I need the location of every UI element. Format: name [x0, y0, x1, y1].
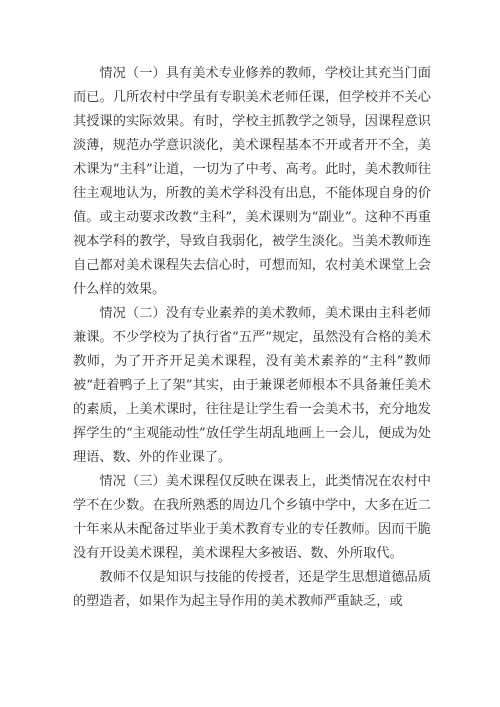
paragraph-conclusion: 教师不仅是知识与技能的传授者，还是学生思想道德品质的塑造者，如果作为起主导作用的美术教师严重缺乏，或: [73, 570, 431, 609]
document-body: [73, 62, 431, 614]
paragraph-situation-3: 情况（三）美术课程仅反映在课表上，此类情况在农村中学不在少数。在我所熟悉的周边几个乡镇中学中，大多在近二十年来从未配备过毕业于美术教育专业的专任教师。因而干脆没有开设美术课程，美术课程大多被语、数、外所取代。: [73, 474, 431, 561]
paragraph-situation-1: 情况（一）具有美术专业修养的教师，学校让其充当门面而已。几所农村中学虽有专职美术老师任课，但学校并不关心其授课的实际效果。有时，学校主抓教学之领导，因课程意识淡薄，规范办学意识淡化，美术课程基本不开或者开不全，美术课为“主科”让道，一切为了中考、高考。此时，美术教师往往主观地认为，所教的美术学科没有出息，不能体现自身的价值。或主动要求改教“主科”，美术课则为“副业”。这种不再重视本学科的教学，导致自我弱化，被学生淡化。当美术教师连自己都对美术课程失去信心时，可想而知，农村美术课堂上会什么样的效果。: [73, 66, 431, 297]
paragraph-situation-2: 情况（二）没有专业素养的美术教师，美术课由主科老师兼课。不少学校为了执行省“五严”规定，虽然没有合格的美术教师，为了开齐开足美术课程，没有美术素养的“主科”教师被“赶着鸭子上了架”其实，由于兼课老师根本不具备兼任美术的素质，上美术课时，往往是让学生看一会美术书，充分地发挥学生的“主观能动性”放任学生胡乱地画上一会儿，便成为处理语、数、外的作业课了。: [73, 306, 431, 465]
